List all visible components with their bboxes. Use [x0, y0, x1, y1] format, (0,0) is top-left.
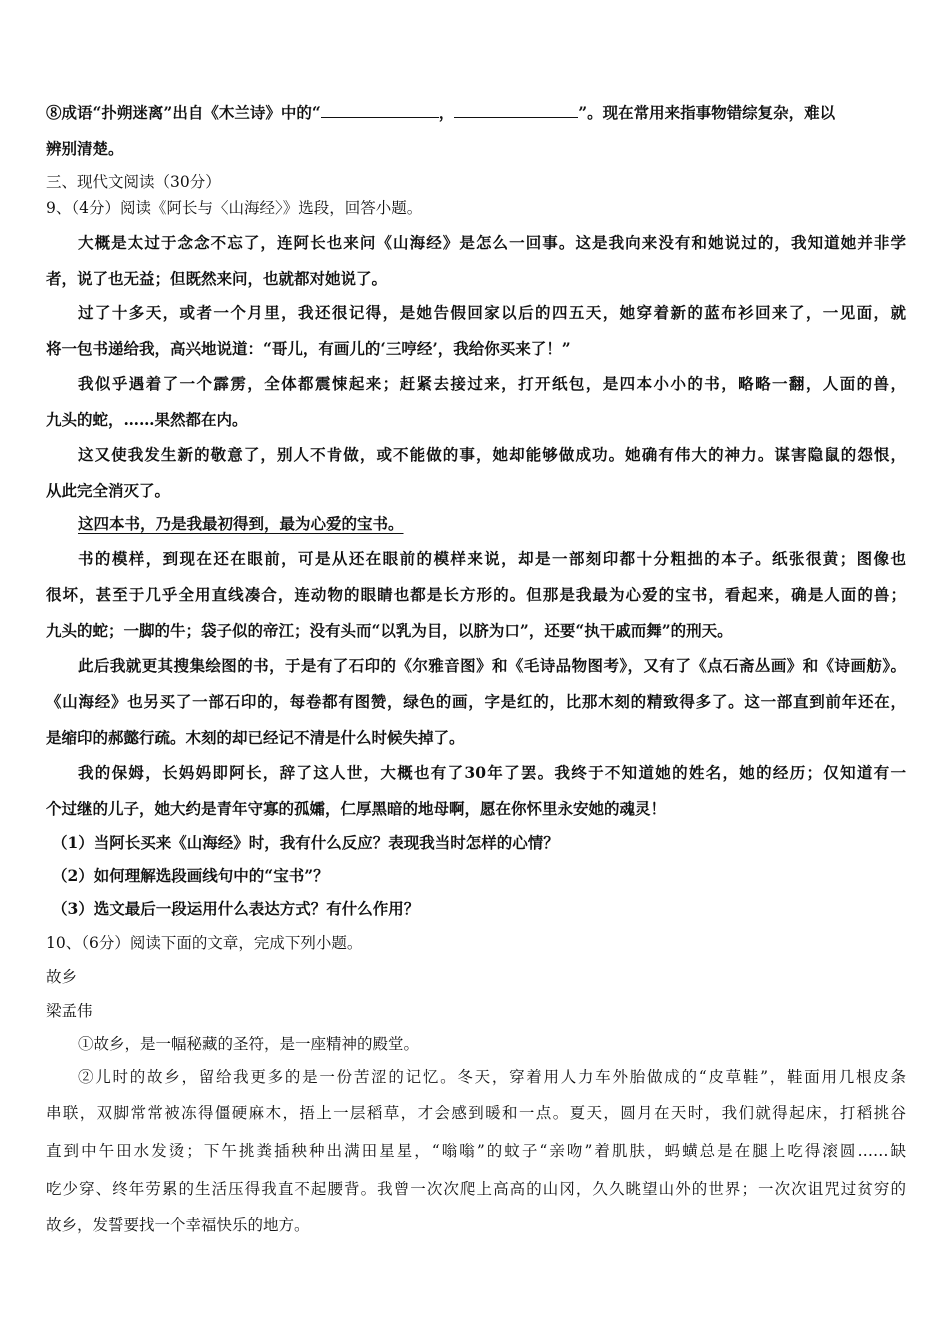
q9-subquestion-1: （1）当阿长买来《山海经》时，我有什么反应？表现我当时怎样的心情？ — [52, 833, 559, 852]
q9-p4-line2: 从此完全消灭了。 — [46, 481, 171, 500]
q9-p7-line2: 《山海经》也另买了一部石印的，每卷都有图赞，绿色的画，字是红的，比那木刻的精致得多了。这一部直到前年还在， — [46, 692, 906, 711]
q10-p2-line2: 串联，双脚常常被冻得僵硬麻木，捂上一层稻草，才会感到暖和一点。夏天，圆月在天时，我们就得起床，打稻挑谷 — [46, 1104, 906, 1122]
q9-p1-line1: 大概是太过于念念不忘了，连阿长也来问《山海经》是怎么一回事。这是我向来没有和她说过的，我知道她并非学 — [78, 233, 906, 252]
q10-p1: ①故乡，是一幅秘藏的圣符，是一座精神的殿堂。 — [78, 1035, 420, 1053]
q10-p2-line4: 吃少穿、终年劳累的生活压得我直不起腰背。我曾一次次爬上高高的山冈，久久眺望山外的世界；一次次诅咒过贫穷的 — [46, 1180, 906, 1198]
article-author: 梁孟伟 — [46, 1002, 93, 1020]
q9-underlined-sentence: 这四本书，乃是我最初得到，最为心爱的宝书。 — [78, 514, 404, 533]
question-10-title: 10、（6分）阅读下面的文章，完成下列小题。 — [46, 934, 363, 952]
answer-blank-2[interactable] — [454, 103, 578, 118]
article-title: 故乡 — [46, 968, 78, 986]
q9-p6-line2: 很坏，甚至于几乎全用直线凑合，连动物的眼睛也都是长方形的。但那是我最为心爱的宝书，看起来，确是人面的兽； — [46, 585, 906, 604]
section-heading: 三、现代文阅读（30分） — [46, 173, 221, 191]
answer-blank-1[interactable] — [321, 103, 439, 118]
q9-p3-line2: 九头的蛇，……果然都在内。 — [46, 410, 248, 429]
q9-p3-line1: 我似乎遇着了一个霹雳，全体都震悚起来；赶紧去接过来，打开纸包，是四本小小的书，略略一翻，人面的兽， — [78, 374, 906, 393]
q9-p7-line1: 此后我就更其搜集绘图的书，于是有了石印的《尔雅音图》和《毛诗品物图考》，又有了《点石斋丛画》和《诗画舫》。 — [78, 656, 906, 675]
question-9-title: 9、（4分）阅读《阿长与〈山海经〉》选段，回答小题。 — [46, 199, 423, 217]
q9-p6-line3: 九头的蛇；一脚的牛；袋子似的帝江；没有头而“以乳为目，以脐为口”，还要“执干戚而舞”的刑天。 — [46, 621, 733, 640]
q9-p2-line1: 过了十多天，或者一个月里，我还很记得，是她告假回家以后的四五天，她穿着新的蓝布衫回来了，一见面，就 — [78, 303, 906, 322]
q9-p1-line2: 者，说了也无益；但既然来问，也就都对她说了。 — [46, 269, 388, 288]
q10-p2-line1: ②儿时的故乡，留给我更多的是一份苦涩的记忆。冬天，穿着用人力车外胎做成的“皮草鞋”，鞋面用几根皮条 — [78, 1068, 906, 1086]
q9-p7-line3: 是缩印的郝懿行疏。木刻的却已经记不清是什么时候失掉了。 — [46, 728, 465, 747]
q10-p2-line5: 故乡，发誓要找一个幸福快乐的地方。 — [46, 1216, 310, 1234]
item8-line1: ⑧成语“扑朔迷离”出自《木兰诗》中的“ ， ”。现在常用来指事物错综复杂，难以 — [46, 103, 836, 122]
q9-p2-line2: 将一包书递给我，高兴地说道：“哥儿，有画儿的‘三哼经’，我给你买来了！” — [46, 339, 571, 358]
q9-subquestion-2: （2）如何理解选段画线句中的“宝书”？ — [52, 866, 329, 885]
q9-p8-line1: 我的保姆，长妈妈即阿长，辞了这人世，大概也有了30年了罢。我终于不知道她的姓名，她的经历；仅知道有一 — [78, 763, 906, 782]
q9-p4-line1: 这又使我发生新的敬意了，别人不肯做，或不能做的事，她却能够做成功。她确有伟大的神力。谋害隐鼠的怨恨， — [78, 445, 906, 464]
item8-line2: 辨别清楚。 — [46, 139, 124, 158]
q9-p6-line1: 书的模样，到现在还在眼前，可是从还在眼前的模样来说，却是一部刻印都十分粗拙的本子。纸张很黄；图像也 — [78, 549, 906, 568]
q10-p2-line3: 直到中午田水发烫；下午挑粪插秧种出满田星星，“嗡嗡”的蚊子“亲吻”着肌肤，蚂蟥总是在腿上吃得滚圆……缺 — [46, 1142, 906, 1160]
q9-subquestion-3: （3）选文最后一段运用什么表达方式？有什么作用？ — [52, 899, 420, 918]
q9-p8-line2: 个过继的儿子，她大约是青年守寡的孤孀，仁厚黑暗的地母啊，愿在你怀里永安她的魂灵！ — [46, 799, 667, 818]
